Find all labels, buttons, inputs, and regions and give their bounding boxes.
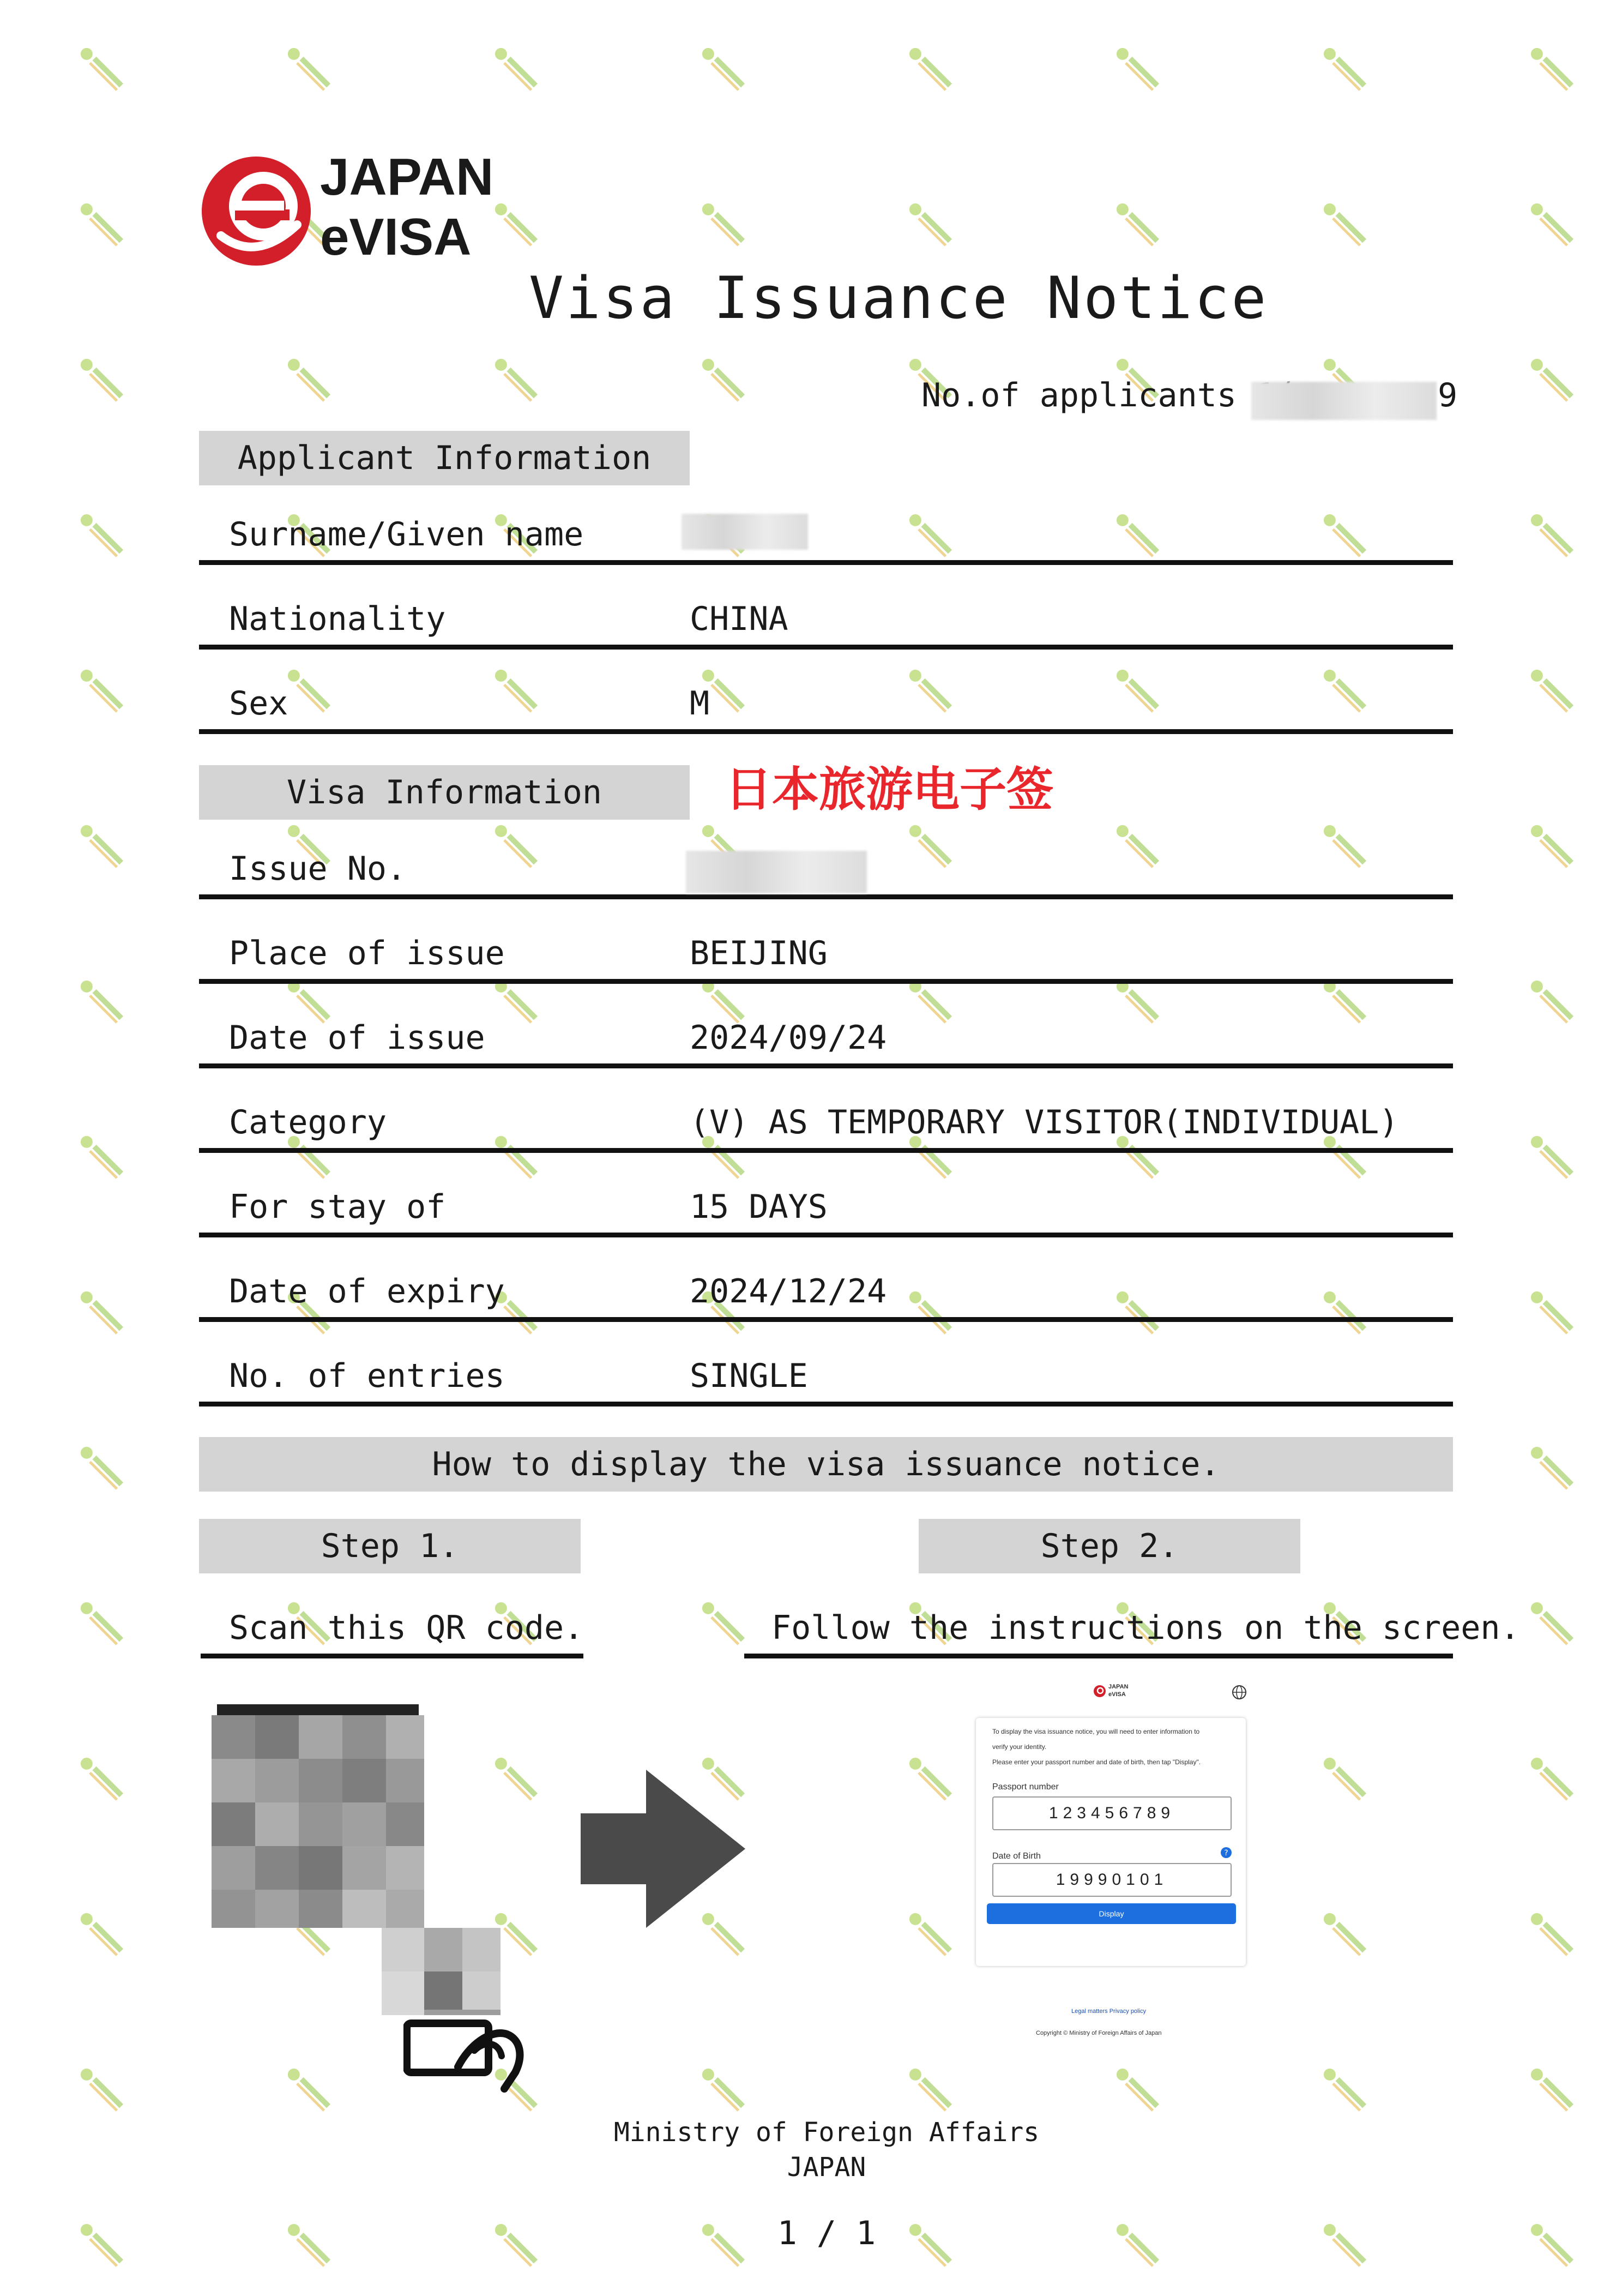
watermark-mark [907, 1289, 952, 1335]
watermark-mark [78, 201, 124, 247]
row-value-date-of-issue: 2024/09/24 [690, 1019, 887, 1057]
watermark-mark [907, 1910, 952, 1956]
language-globe-icon[interactable] [1231, 1684, 1247, 1700]
watermark-mark [1114, 512, 1160, 557]
row-value-date-of-expiry: 2024/12/24 [690, 1272, 887, 1311]
watermark-mark [1321, 822, 1367, 868]
applicant-section-header: Applicant Information [199, 431, 690, 485]
step1-header: Step 1. [199, 1519, 581, 1573]
watermark-mark [1114, 45, 1160, 91]
watermark-mark [1114, 978, 1160, 1024]
row-divider [199, 1148, 1453, 1153]
row-label-nationality: Nationality [229, 600, 446, 638]
row-value-category: (V) AS TEMPORARY VISITOR(INDIVIDUAL) [690, 1103, 1399, 1141]
watermark-mark [1528, 201, 1574, 247]
row-divider [199, 1063, 1453, 1068]
watermark-mark [78, 1289, 124, 1335]
watermark-mark [700, 2066, 745, 2112]
page-number: 1 / 1 [777, 2214, 876, 2252]
watermark-mark [1321, 512, 1367, 557]
row-label-for-stay-of: For stay of [229, 1188, 446, 1226]
watermark-mark [78, 512, 124, 557]
watermark-mark [700, 356, 745, 402]
watermark-mark [907, 512, 952, 557]
row-label-date-of-issue: Date of issue [229, 1019, 485, 1057]
step2-text: Follow the instructions on the screen. [771, 1609, 1520, 1647]
row-divider [199, 1317, 1453, 1322]
watermark-mark [285, 45, 331, 91]
watermark-mark [1528, 1600, 1574, 1645]
watermark-mark [1114, 667, 1160, 713]
watermark-mark [285, 2066, 331, 2112]
watermark-mark [78, 1133, 124, 1179]
watermark-mark [78, 1910, 124, 1956]
row-label-issue-no: Issue No. [229, 850, 407, 888]
watermark-mark [492, 2221, 538, 2267]
watermark-mark [1528, 356, 1574, 402]
watermark-mark [1321, 45, 1367, 91]
watermark-mark [78, 1444, 124, 1490]
watermark-mark [907, 2066, 952, 2112]
row-divider [199, 560, 1453, 565]
evisa-logo [199, 147, 504, 267]
watermark-mark [492, 667, 538, 713]
phone-instruction-3: Please enter your passport number and date of birth, then tap "Display". [992, 1758, 1201, 1766]
passport-number-field[interactable]: 123456789 [992, 1796, 1232, 1830]
watermark-mark [285, 2221, 331, 2267]
watermark-mark [78, 2221, 124, 2267]
issue-no-redaction [686, 851, 867, 893]
japan-evisa-logo-icon [199, 154, 313, 268]
watermark-mark [78, 667, 124, 713]
applicants-value-suffix: 9 [1438, 376, 1458, 414]
phone-logo [1093, 1682, 1137, 1701]
dob-label: Date of Birth [992, 1852, 1041, 1861]
watermark-mark [1321, 2221, 1367, 2267]
watermark-mark [907, 978, 952, 1024]
watermark-mark [700, 978, 745, 1024]
how-to-header: How to display the visa issuance notice. [199, 1437, 1453, 1492]
watermark-mark [78, 45, 124, 91]
phone-copyright: Copyright © Ministry of Foreign Affairs of Japan [1036, 2030, 1162, 2036]
watermark-mark [78, 1600, 124, 1645]
phone-logo-line2: eVISA [1108, 1691, 1126, 1698]
watermark-mark [907, 667, 952, 713]
watermark-mark [700, 201, 745, 247]
watermark-mark [1114, 2066, 1160, 2112]
row-divider [199, 1233, 1453, 1237]
watermark-mark [1528, 978, 1574, 1024]
watermark-mark [1321, 1910, 1367, 1956]
watermark-mark [1528, 822, 1574, 868]
row-divider [199, 979, 1453, 984]
row-label-category: Category [229, 1103, 387, 1141]
row-divider [199, 729, 1453, 734]
phone-form-card [976, 1718, 1246, 1966]
watermark-mark [1114, 1289, 1160, 1335]
watermark-mark [1528, 667, 1574, 713]
watermark-mark [1528, 1289, 1574, 1335]
row-label-place-of-issue: Place of issue [229, 934, 505, 972]
row-label-no-of-entries: No. of entries [229, 1357, 505, 1395]
watermark-mark [1114, 822, 1160, 868]
hand-phone-icon [403, 2007, 534, 2094]
watermark-mark [1528, 2221, 1574, 2267]
phone-instruction-2: verify your identity. [992, 1743, 1047, 1751]
row-divider [199, 894, 1453, 899]
watermark-mark [78, 978, 124, 1024]
watermark-mark [78, 356, 124, 402]
watermark-mark [907, 1755, 952, 1801]
step2-rule [744, 1654, 1453, 1658]
row-value-sex: M [690, 684, 710, 723]
step1-text: Scan this QR code. [229, 1609, 584, 1647]
watermark-mark [1321, 201, 1367, 247]
row-label-surname-given-name: Surname/Given name [229, 515, 584, 554]
row-value-place-of-issue: BEIJING [690, 934, 828, 972]
display-button[interactable]: Display [987, 1903, 1236, 1924]
date-of-birth-field[interactable]: 19990101 [992, 1863, 1232, 1897]
watermark-mark [1321, 1755, 1367, 1801]
watermark-mark [1114, 2221, 1160, 2267]
watermark-mark [78, 2066, 124, 2112]
watermark-mark [1321, 978, 1367, 1024]
watermark-mark [1528, 2066, 1574, 2112]
row-value-no-of-entries: SINGLE [690, 1357, 808, 1395]
phone-instruction-1: To display the visa issuance notice, you will need to enter information to [992, 1728, 1200, 1735]
page-title: Visa Issuance Notice [529, 265, 1269, 332]
footer-country: JAPAN [787, 2152, 866, 2183]
row-label-sex: Sex [229, 684, 288, 723]
watermark-mark [1528, 1444, 1574, 1490]
watermark-mark [492, 356, 538, 402]
row-label-date-of-expiry: Date of expiry [229, 1272, 505, 1311]
watermark-mark [492, 822, 538, 868]
watermark-mark [1321, 1289, 1367, 1335]
watermark-mark [907, 201, 952, 247]
applicants-redaction [1251, 382, 1437, 420]
applicants-label: No.of applicants [921, 376, 1237, 414]
help-icon[interactable] [1220, 1847, 1232, 1859]
row-divider [199, 645, 1453, 650]
watermark-mark [700, 45, 745, 91]
logo-line1: JAPAN [320, 148, 494, 206]
watermark-mark [1321, 2066, 1367, 2112]
passport-label: Passport number [992, 1782, 1059, 1792]
watermark-mark [907, 45, 952, 91]
svg-text:?: ? [1224, 1849, 1228, 1858]
visa-section-header: Visa Information [199, 765, 690, 820]
watermark-mark [492, 1133, 538, 1179]
watermark-mark [1114, 201, 1160, 247]
row-divider [199, 1402, 1453, 1407]
name-redaction [682, 514, 808, 550]
watermark-mark [1528, 512, 1574, 557]
watermark-mark [285, 667, 331, 713]
qr-code[interactable] [212, 1704, 517, 2015]
watermark-mark [907, 822, 952, 868]
watermark-mark [1321, 667, 1367, 713]
row-value-nationality: CHINA [690, 600, 788, 638]
watermark-mark [285, 978, 331, 1024]
applicants-count [921, 376, 1295, 414]
phone-footer-links[interactable]: Legal matters Privacy policy [1071, 2008, 1146, 2015]
watermark-mark [78, 1755, 124, 1801]
logo-line2: eVISA [320, 208, 472, 266]
watermark-mark [78, 822, 124, 868]
footer-ministry: Ministry of Foreign Affairs [613, 2117, 1040, 2148]
watermark-mark [700, 1600, 745, 1645]
phone-logo-line1: JAPAN [1108, 1684, 1129, 1690]
watermark-mark [1528, 45, 1574, 91]
arrow-right-icon [581, 1770, 750, 1928]
watermark-mark [1528, 1910, 1574, 1956]
step1-rule [201, 1654, 583, 1658]
watermark-mark [1528, 1755, 1574, 1801]
watermark-mark [1528, 1133, 1574, 1179]
row-value-for-stay-of: 15 DAYS [690, 1188, 828, 1226]
step2-header: Step 2. [919, 1519, 1300, 1573]
watermark-mark [492, 45, 538, 91]
watermark-mark [285, 356, 331, 402]
evisa-small-logo-icon [1093, 1685, 1106, 1698]
visa-annotation: 日本旅游电子签 [725, 762, 1053, 817]
watermark-mark [492, 978, 538, 1024]
